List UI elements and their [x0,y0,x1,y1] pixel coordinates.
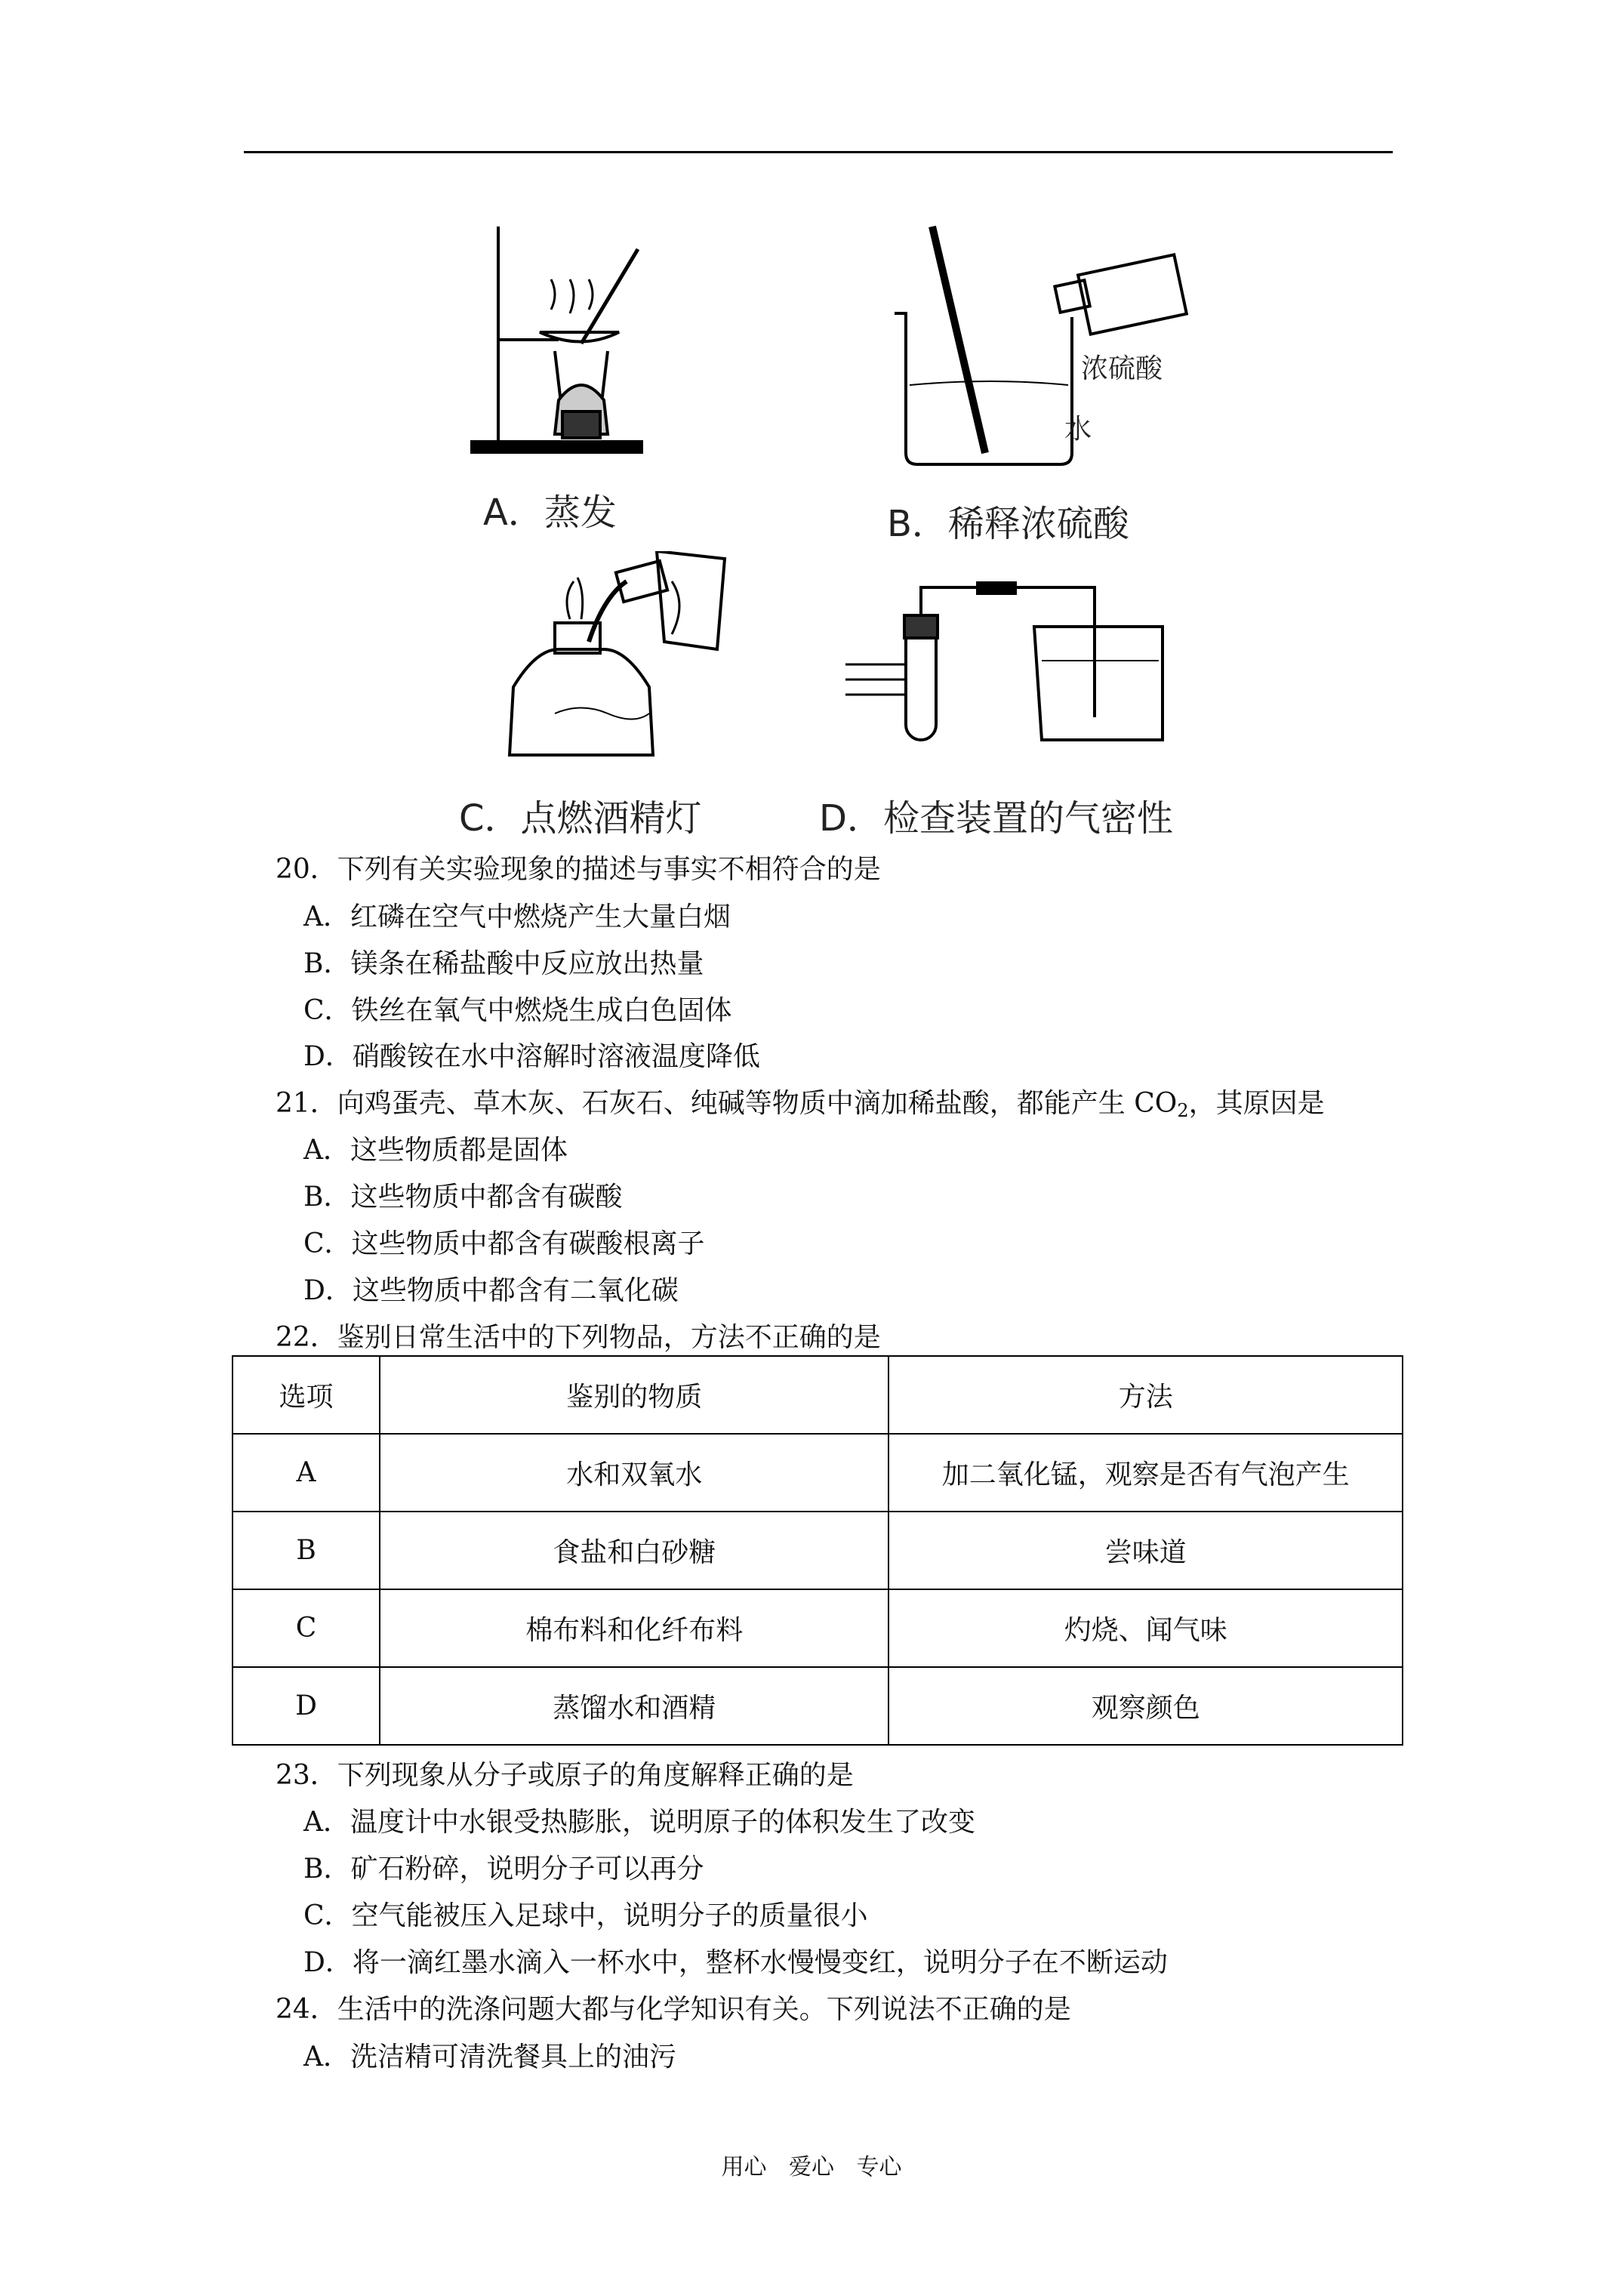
question-21-stem-text: 21．向鸡蛋壳、草木灰、石灰石、纯碱等物质中滴加稀盐酸，都能产生 CO [276,1088,1178,1119]
table-header-row [233,1356,1403,1434]
question-23-option-d: D．将一滴红墨水滴入一杯水中，整杯水慢慢变红，说明分子在不断运动 [303,1947,1168,1978]
question-20-option-d: D．硝酸铵在水中溶解时溶液温度降低 [303,1041,760,1072]
question-20-option-c: C．铁丝在氧气中燃烧生成白色固体 [303,995,732,1026]
table-cell: A [233,1434,380,1512]
table-row [233,1667,1403,1745]
header-rule [244,151,1393,153]
question-21-stem [276,1087,1325,1127]
table-header-cell: 选项 [233,1356,380,1434]
alcohol-lamp-icon [483,551,732,763]
caption-b: B．稀释浓硫酸 [887,503,1129,545]
figure-airtightness [845,581,1185,747]
page-footer: 用心 爱心 专心 [721,2154,902,2180]
caption-d: D．检查装置的气密性 [819,797,1173,840]
table-cell: 观察颜色 [888,1667,1403,1745]
table-cell: B [233,1512,380,1589]
table-row [233,1512,1403,1589]
table-row [233,1589,1403,1667]
table-cell: 棉布料和化纤布料 [380,1589,888,1667]
caption-a: A．蒸发 [483,492,617,534]
table-cell: 加二氧化锰，观察是否有气泡产生 [888,1434,1403,1512]
table-cell: 水和双氧水 [380,1434,888,1512]
table-cell: 蒸馏水和酒精 [380,1667,888,1745]
caption-c: C．点燃酒精灯 [459,797,702,840]
figure-light-lamp [483,551,732,763]
question-21-option-b: B．这些物质中都含有碳酸 [303,1182,623,1213]
question-23-option-a: A．温度计中水银受热膨胀，说明原子的体积发生了改变 [303,1807,975,1838]
question-21-option-a: A．这些物质都是固体 [303,1135,568,1166]
question-21-option-c: C．这些物质中都含有碳酸根离子 [303,1228,705,1259]
figure-evaporation [468,219,649,461]
question-24-option-a: A．洗洁精可清洗餐具上的油污 [303,2042,676,2073]
label-acid: 浓硫酸 [1081,353,1163,384]
identification-table [232,1355,1403,1746]
question-20-option-a: A．红磷在空气中燃烧产生大量白烟 [303,901,731,932]
table-cell: C [233,1589,380,1667]
table-cell: D [233,1667,380,1745]
question-21-option-d: D．这些物质中都含有二氧化碳 [303,1275,679,1306]
label-water: 水 [1064,414,1092,445]
table-cell: 食盐和白砂糖 [380,1512,888,1589]
question-21-stem-tail: ，其原因是 [1188,1088,1325,1119]
table-cell: 尝味道 [888,1512,1403,1589]
question-22-stem: 22．鉴别日常生活中的下列物品，方法不正确的是 [276,1322,881,1353]
table-header-cell: 方法 [888,1356,1403,1434]
airtightness-apparatus-icon [845,581,1185,747]
table-header-cell: 鉴别的物质 [380,1356,888,1434]
question-24-stem: 24．生活中的洗涤问题大都与化学知识有关。下列说法不正确的是 [276,1994,1071,2025]
question-21-stem-sub: 2 [1177,1100,1189,1121]
evaporation-apparatus-icon [468,219,649,461]
question-20-option-b: B．镁条在稀盐酸中反应放出热量 [303,948,704,979]
question-23-stem: 23．下列现象从分子或原子的角度解释正确的是 [276,1760,854,1791]
question-23-option-c: C．空气能被压入足球中，说明分子的质量很小 [303,1900,868,1931]
question-23-option-b: B．矿石粉碎，说明分子可以再分 [303,1854,704,1885]
table-cell: 灼烧、闻气味 [888,1589,1403,1667]
table-row [233,1434,1403,1512]
question-20-stem: 20．下列有关实验现象的描述与事实不相符合的是 [276,854,881,885]
